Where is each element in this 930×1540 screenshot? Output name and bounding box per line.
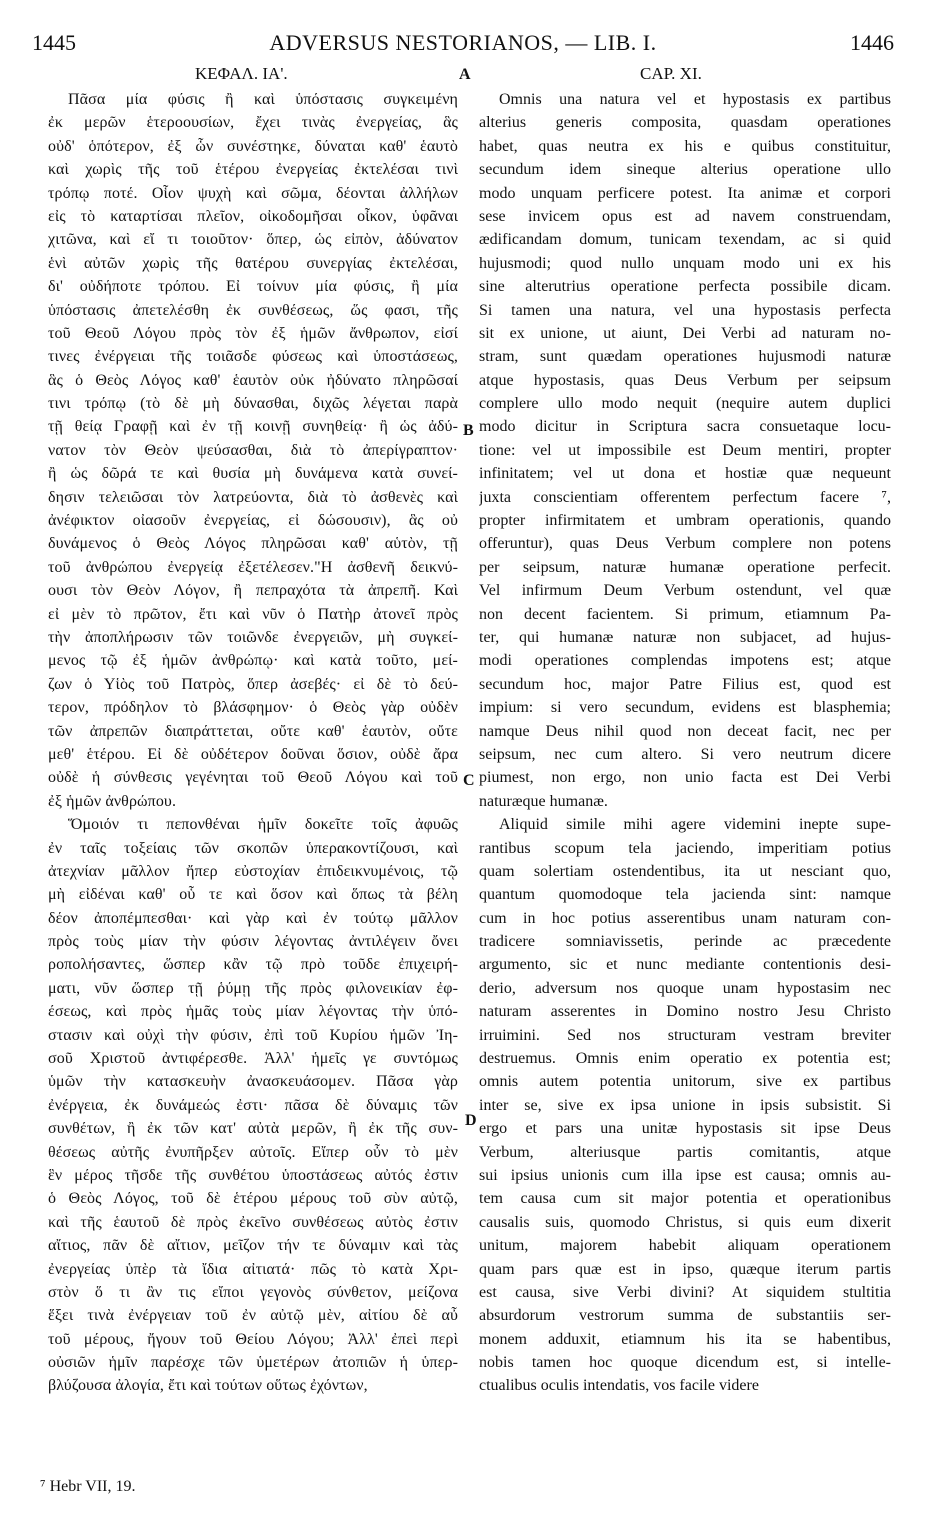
right-page-number: 1446 bbox=[850, 30, 894, 55]
text-line: ζων ὁ Υἱὸς τοῦ Πατρὸς, ὅπερ ἀσεβές· εἰ δὲ τὸ δεύ- bbox=[48, 675, 458, 693]
text-line: θέσεως αὐτῆς ἐνυπῆρξεν αὐτοῖς. Εἴπερ οὖν τὸ μὲν bbox=[48, 1143, 458, 1161]
text-line: ἀνέφικτον οἰασοῦν ἐνεργείας, εἰ δώσουσιν), ἃς οὐ bbox=[48, 512, 458, 530]
column-marker-a: A bbox=[459, 66, 471, 83]
text-line: τῇ θείᾳ Γραφῇ καὶ ἐν τῇ κοινῇ συνηθείᾳ· ἢ ὡς ἀδύ- bbox=[48, 418, 458, 436]
text-line: Aliquid simile mihi agere videmini inepte supe- bbox=[499, 816, 891, 834]
text-line: μὴ εἰδέναι καθ' οὗ τε καὶ ὅσον καὶ ὅπως τὰ βέλη bbox=[48, 886, 458, 904]
text-line: derio, adversum nos quoque unam hypostasim nec bbox=[479, 979, 891, 997]
text-line: piumest, non ergo, non unio facta est Dei Verbi bbox=[479, 769, 891, 787]
text-line: συνθέτων, ἢ ἐκ τῶν κατ' αὐτὰ μερῶν, ἢ ἐκ τῆς συν- bbox=[48, 1120, 458, 1138]
text-line: juxta conscientiam offerentem perfectum facere ⁷, bbox=[479, 488, 891, 506]
text-line: ter, qui humanæ naturæ non subjacet, ad hujus- bbox=[479, 628, 891, 646]
text-line: τερον, πρόδηλον τὸ βλάσφημον· ὁ Θεὸς γὰρ οὐδὲν bbox=[48, 699, 458, 717]
column-marker-d: D bbox=[465, 1112, 477, 1129]
text-line: Πᾶσα μία φύσις ἢ καὶ ὑπόστασις συγκειμένη bbox=[68, 91, 458, 108]
text-line: Si tamen una natura, vel una hypostasis perfecta bbox=[479, 301, 891, 319]
text-line: τοῦ ἀνθρώπου ἐνεργείᾳ ἐξετέλεσεν."Η ἀσθενῆ δεικνύ- bbox=[48, 558, 458, 576]
text-line: ουσι τὸν Θεὸν Λόγον, ἢ πεπραχότα τὰ ἀπρεπῆ. Καὶ bbox=[48, 582, 458, 600]
text-line: naturam asserentes in Domino nostro Jesu Christo bbox=[479, 1003, 891, 1021]
text-line: nobis tamen hoc quoque dicendum est, si intelle- bbox=[479, 1354, 891, 1372]
column-marker-b: B bbox=[463, 422, 474, 439]
text-line: sese invicem opus est ad navem construendam, bbox=[479, 207, 891, 225]
text-line: ὁ Θεὸς Λόγος, τοῦ δὲ ἑτέρου μέρους τοῦ σὺν αὐτῷ, bbox=[48, 1190, 458, 1208]
text-line: Ὅμοιόν τι πεπονθέναι ἡμῖν δοκεῖτε τοῖς ἀφυῶς bbox=[68, 816, 458, 834]
text-line: per seipsum, naturæ humanæ operatione perfecit. bbox=[479, 558, 891, 576]
text-line: ergo et pars una unitæ hypostasis sit ipse Deus bbox=[479, 1120, 891, 1138]
footnote: ⁷ Hebr VII, 19. bbox=[40, 1478, 136, 1495]
text-line: τοῦ μέρους, ἤγουν τοῦ Θείου Λόγου; Ἀλλ' ἐπεὶ περὶ bbox=[48, 1330, 458, 1348]
text-line: atque hypostasis, quas Deus Verbum per seipsum bbox=[479, 371, 891, 389]
text-line: τρόπῳ ποτέ. Οἷον ψυχὴ καὶ σῶμα, δέονται ἀλλήλων bbox=[48, 184, 458, 202]
text-line: sine alterutrius operatione perfecta possibile dicam. bbox=[479, 278, 891, 296]
text-line: inter se, sive ex ipsa unione in ipsis subsistit. Si bbox=[479, 1096, 891, 1114]
text-line: ἐν ταῖς τοξείαις τῶν σκοπῶν ὑπερακοντίζουσι, καὶ bbox=[48, 839, 458, 857]
text-line: secundum hoc, major Patre Filius est, quod est bbox=[479, 675, 891, 693]
text-line: quantum quomodoque tela jacienda sint: namque bbox=[479, 886, 891, 904]
text-line: hujusmodi; quod nullo unquam modo uni ex his bbox=[479, 254, 891, 272]
text-line: δησιν τελειῶσαι τὸν λατρεύοντα, διὰ τὸ ἀσθενὲς καὶ bbox=[48, 488, 458, 506]
text-line: rantibus scopum tela jaciendo, imperitiam potius bbox=[479, 839, 891, 857]
text-line: est causa, sive Verbi divini? At siquidem stultitia bbox=[479, 1283, 891, 1301]
text-line: argumento, sic et nunc mediante contentionis desi- bbox=[479, 956, 891, 974]
text-line: sui ipsius unionis cum illa ipse est causa; omnis au- bbox=[479, 1166, 891, 1184]
text-line: causalis suis, quomodo Christus, si quis eum dixerit bbox=[479, 1213, 891, 1231]
text-line: ροπολήσαντες, ὥσπερ κἂν τῷ πρὸ τοῦδε ἐπιχειρή- bbox=[48, 956, 458, 974]
text-line: μενος τῷ ἐξ ἡμῶν ἀνθρώπῳ· καὶ κατὰ τοῦτο, μεί- bbox=[48, 652, 458, 670]
text-line: Omnis una natura vel et hypostasis ex partibus bbox=[499, 91, 891, 108]
text-line: στασιν καὶ οὐχὶ τὴν φύσιν, ἐπὶ τοῦ Κυρίου ἡμῶν Ἰη- bbox=[48, 1026, 458, 1044]
text-line: stram, sunt quædam operationes hujusmodi naturæ bbox=[479, 348, 891, 366]
text-line: tione: vel ut impossibile est Deum mentiri, propter bbox=[479, 441, 891, 459]
text-line: naturæque humanæ. bbox=[479, 792, 608, 810]
text-line: complere ullo modo nequit (nequire autem duplici bbox=[479, 395, 891, 413]
text-line: εἰς τὸ καταρτίσαι πλεῖον, οἰκοδομῆσαι οἶκον, ὑφᾶναι bbox=[48, 207, 458, 225]
text-line: ἐξ ἡμῶν ἀνθρώπου. bbox=[48, 792, 177, 810]
text-line: δι' οὐδήποτε τρόπου. Εἰ τοίνυν μία φύσις, ἢ μία bbox=[48, 278, 458, 296]
left-page-number: 1445 bbox=[32, 30, 76, 55]
text-line: propter infirmitatem et umbram operationis, quando bbox=[479, 512, 891, 530]
text-line: στὸν ὅ τι ἂν τις εἴποι γεγονὸς σύνθετον, μείζονα bbox=[48, 1283, 458, 1301]
text-line: absurdorum vestrorum summa de substantiis ser- bbox=[479, 1307, 891, 1325]
text-line: τοῦ Θεοῦ Λόγου πρὸς τὸν ἐξ ἡμῶν ἄνθρωπον, εἰσί bbox=[48, 324, 458, 342]
text-line: tradicere somniavissetis, perinde ac præcedente bbox=[479, 933, 891, 951]
text-line: destruemus. Omnis enim operatio ex potentia est; bbox=[479, 1050, 891, 1068]
text-line: οὐσιῶν ἡμῖν παρέσχε τῶν ὑμετέρων ἀτοπιῶν ἡ ὑπερ- bbox=[48, 1354, 458, 1372]
text-line: quam solertiam ostendentibus, ita ut nesciant quo, bbox=[479, 862, 891, 880]
text-line: τῶν ἀπρεπῶν διαπράττεται, οὔτε καθ' ἑαυτὸν, οὔτε bbox=[48, 722, 458, 740]
text-line: quam pars quæ est in ipso, quæque iterum partis bbox=[479, 1260, 891, 1278]
text-line: non decent facientem. Si primum, etiamnum Pa- bbox=[479, 605, 891, 623]
column-marker-c: C bbox=[463, 772, 475, 789]
text-line: νατον τὸν Θεὸν ψεύσασθαι, διὰ τὸ ἀπερίγραπτον· bbox=[48, 441, 458, 459]
text-line: secundum idem sineque alterius operatione ullo bbox=[479, 161, 891, 179]
text-line: ἕξει τινὰ ἐνέργειαν τοῦ ἐν αὐτῷ μὲν, αἰτίου δὲ αὖ bbox=[48, 1307, 458, 1325]
text-line: impium: si vero secundum, evidens est blasphemia; bbox=[479, 699, 891, 717]
text-line: modo unquam perficere potest. Ita animæ et corpori bbox=[479, 184, 891, 202]
text-line: πρὸς τοὺς μίαν τὴν φύσιν λέγοντας ἀντιλέγειν ὄνει bbox=[48, 933, 458, 951]
text-line: σοῦ Χριστοῦ ἀντιφέρεσθε. Ἀλλ' ἡμεῖς γε συντόμως bbox=[48, 1050, 458, 1068]
text-line: τὴν ἀποπλήρωσιν τῶν τοιῶνδε ἐνεργειῶν, μὴ συγκεί- bbox=[48, 628, 458, 646]
text-line: sit ex unione, ut aiunt, Dei Verbi ad naturam no- bbox=[479, 324, 891, 342]
text-line: irruimini. Sed nos structuram vestram breviter bbox=[479, 1026, 891, 1044]
text-line: εἰ μὲν τὸ πρῶτον, ἔτι καὶ νῦν ὁ Πατὴρ ἀτονεῖ πρὸς bbox=[48, 605, 458, 623]
text-line: ὑμῶν τὴν κατασκευὴν ἀνασκευάσομεν. Πᾶσα γὰρ bbox=[48, 1073, 458, 1091]
greek-text-column bbox=[48, 88, 458, 1398]
text-line: ἀτεχνίαν μᾶλλον ἤπερ εὐστοχίαν ἐπιδεικνυμένοις, τῷ bbox=[48, 862, 458, 880]
text-line: οὐδ' ὁπότερον, ἐξ ὧν συνέστηκε, δύναται καθ' ἑαυτὸ bbox=[48, 137, 458, 155]
text-line: αἴτιος, πᾶν δὲ αἴτιον, μεῖζον τήν τε δύναμιν καὶ τὰς bbox=[48, 1237, 458, 1255]
text-line: namque Deus nihil quod non deceat facit, nec per bbox=[479, 722, 891, 740]
text-line: Vel infirmum Deum Verbum ostendunt, vel quæ bbox=[479, 582, 891, 600]
text-line: seipsum, nec cum altero. Si vero neutrum dicere bbox=[479, 745, 891, 763]
text-line: ἐνεργείας ὑπὲρ τὰ ἴδια αἰτιατά· πῶς τὸ κατὰ Χρι- bbox=[48, 1260, 458, 1278]
latin-chapter-heading: CAP. XI. bbox=[640, 64, 702, 83]
text-line: καὶ χωρὶς τῆς τοῦ ἑτέρου ἐνεργείας ἐκτελέσαι τινὶ bbox=[48, 161, 458, 179]
text-line: τινι τρόπῳ (τὸ δὲ μὴ δύνασθαι, διχῶς λέγεται παρὰ bbox=[48, 395, 458, 413]
text-line: ἐνέργεια, ἐκ δυνάμεώς ἐστι· πᾶσα δὲ δύναμις τῶν bbox=[48, 1096, 458, 1114]
text-line: ματι, νῦν ὥσπερ τῇ ῥύμῃ τῆς πρὸς φιλονεικίαν ἐφ- bbox=[48, 979, 458, 997]
text-line: καὶ τῆς ἑαυτοῦ δὲ πρὸς ἐκεῖνο συνθέσεως αὐτὸς ἐστιν bbox=[48, 1213, 458, 1231]
greek-chapter-heading: ΚΕΦΑΛ. ΙΑ'. bbox=[195, 64, 288, 83]
text-line: δέον ἀποπέμπεσθαι· καὶ γὰρ καὶ ἐν τούτῳ μᾶλλον bbox=[48, 909, 458, 927]
text-line: ἓν μέρος τῆσδε τῆς συνθέτου ὑποστάσεως αὐτός ἐστιν bbox=[48, 1166, 458, 1184]
text-line: ὑπόστασις ἀπετελέσθη ἐκ συνθέσεως, ὥς φασι, τῆς bbox=[48, 301, 458, 319]
text-line: οὐδὲ ἡ σύνθεσις γεγένηται τοῦ Θεοῦ Λόγου καὶ τοῦ bbox=[48, 769, 458, 787]
text-line: omnis autem potentia unitorum, sive ex partibus bbox=[479, 1073, 891, 1091]
running-header bbox=[32, 30, 894, 58]
text-line: monem adduxit, etiamnum his ita se habentibus, bbox=[479, 1330, 891, 1348]
running-title: ADVERSUS NESTORIANOS, — LIB. I. bbox=[269, 30, 657, 55]
text-line: δυνάμενος ὁ Θεὸς Λόγος πληρῶσαι καθ' αὑτὸν, τῇ bbox=[48, 535, 458, 553]
text-line: ἑνὶ αὐτῶν χωρὶς τῆς θατέρου συνεργίας ἐκτελέσαι, bbox=[48, 254, 458, 272]
text-line: habet, quas neutra ex his e quibus constituitur, bbox=[479, 137, 891, 155]
text-line: alterius generis composita, quasdam operationes bbox=[479, 114, 891, 132]
text-line: βλύζουσα ἀλογία, ἔτι καὶ τούτων οὕτως ἐχόντων, bbox=[48, 1377, 368, 1395]
text-line: Verbum, alteriusque partis comitantis, atque bbox=[479, 1143, 891, 1161]
text-line: modi operationes complendas impotens est; atque bbox=[479, 652, 891, 670]
text-line: χιτῶνα, καὶ εἴ τι τοιοῦτον· ὅπερ, ὡς εἰπὸν, ἀδύνατον bbox=[48, 231, 458, 249]
text-line: τινες ἐνέργειαι τῆς τοιᾶσδε φύσεως καὶ ὑποστάσεως, bbox=[48, 348, 458, 366]
text-line: ἃς ὁ Θεὸς Λόγος καθ' ἑαυτὸν οὐκ ἠδύνατο πληρῶσαί bbox=[48, 371, 458, 389]
text-line: μεθ' ἑτέρου. Εἰ δὲ οὐδέτερον δοῦναι ὅσιον, οὐδὲ ἄρα bbox=[48, 745, 458, 763]
text-line: ctualibus oculis intendatis, vos facile videre bbox=[479, 1377, 759, 1395]
text-line: ædificandam domum, tunicam texendam, ac si quid bbox=[479, 231, 891, 249]
text-line: tem causa cum sit major potentia et operationibus bbox=[479, 1190, 891, 1208]
text-line: modo dicitur in Scriptura sacra consuetaque locu- bbox=[479, 418, 891, 436]
text-line: έσεως, καὶ πρὸς ἡμᾶς τοὺς μίαν λέγοντας τὴν ὑπό- bbox=[48, 1003, 458, 1021]
text-line: cum in hoc potius asserentibus unam naturam con- bbox=[479, 909, 891, 927]
text-line: offeruntur), quas Deus Verbum complere non potens bbox=[479, 535, 891, 553]
text-line: infinitatem; vel ut dona et hostiæ quæ nequeunt bbox=[479, 465, 891, 483]
text-line: ἢ ὡς δῶρά τε καὶ θυσία μὴ δυνάμενα κατὰ συνεί- bbox=[48, 465, 458, 483]
text-line: ἐκ μερῶν ἑτεροουσίων, ἔχει τινὰς ἐνεργείας, ἃς bbox=[48, 114, 458, 132]
text-line: unitum, majorem habebit aliquam operationem bbox=[479, 1237, 891, 1255]
latin-text-column bbox=[479, 88, 891, 1398]
